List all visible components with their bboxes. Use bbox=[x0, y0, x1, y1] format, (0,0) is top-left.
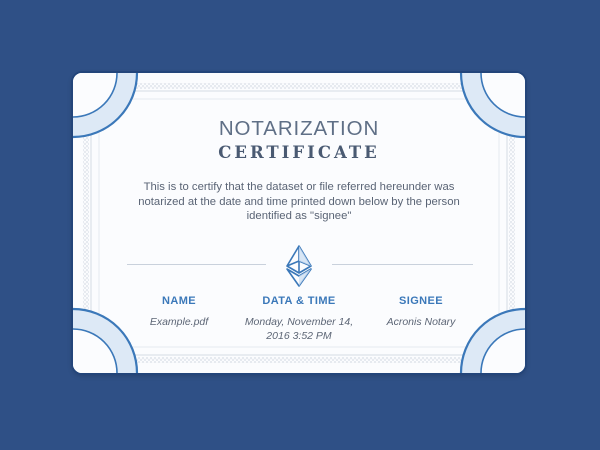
certification-statement: This is to certify that the dataset or file referred hereunder was notarized at the date and time printed down below by the person identified as "signee" bbox=[138, 181, 460, 222]
certificate-title-certificate: CERTIFICATE bbox=[218, 143, 380, 162]
field-name-value: Example.pdf bbox=[149, 316, 209, 328]
field-name-label: NAME bbox=[162, 295, 196, 307]
certificate-title-notarization: NOTARIZATION bbox=[218, 117, 380, 140]
field-datetime-value bbox=[229, 315, 369, 343]
field-datetime-value-line2: 2016 3:52 PM bbox=[266, 330, 332, 342]
divider-right bbox=[332, 264, 473, 265]
field-signee-label: SIGNEE bbox=[399, 295, 443, 307]
field-datetime-label: DATA & TIME bbox=[262, 295, 336, 307]
divider-left bbox=[127, 264, 266, 265]
field-signee bbox=[369, 294, 473, 329]
border-band-bottom bbox=[113, 357, 485, 363]
border-band-top bbox=[113, 83, 485, 89]
field-datetime bbox=[229, 294, 369, 343]
certificate-card bbox=[73, 73, 525, 373]
field-signee-value: Acronis Notary bbox=[386, 316, 456, 328]
field-name bbox=[128, 294, 230, 329]
field-datetime-value-line1: Monday, November 14, bbox=[244, 316, 354, 328]
ethereum-diamond-icon bbox=[284, 244, 314, 288]
